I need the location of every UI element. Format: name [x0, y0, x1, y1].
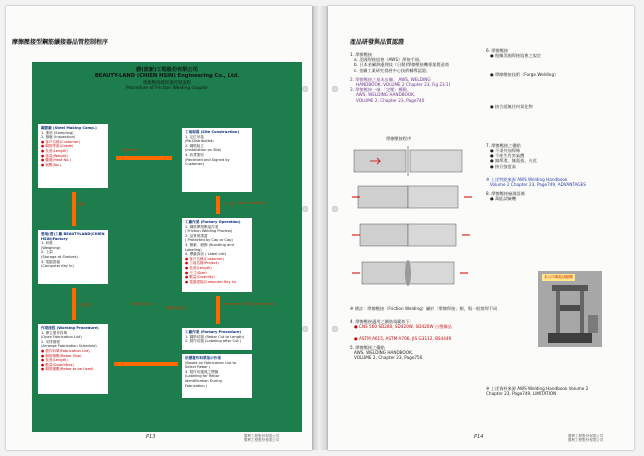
- box-line: 2. 鋼筋組立: [185, 143, 204, 148]
- footer-right: [568, 434, 603, 443]
- box-title: 工廠作業 (Factory Procedure): [185, 330, 242, 334]
- text-line: c. 金屬工業研究發展中心技術輔導認證。: [354, 67, 431, 73]
- pipe-stage-4: [352, 260, 468, 286]
- box-line: ● 客戶名稱(Customer): [41, 139, 80, 144]
- box-line: ● 鋼筋號數(Rebar to be Used): [41, 367, 94, 372]
- text-line: ※ 備註：摩擦壓接（Friction Welding）屬於「摩擦焊接」類，與一般熔焊不同: [350, 306, 498, 311]
- box-line: (Storage at Shelves): [41, 254, 78, 259]
- box-site: [182, 128, 252, 192]
- text-line: 6. 摩擦壓接: [486, 48, 509, 53]
- text-line: ● 無焊渣、無電弧、火花: [490, 158, 537, 164]
- box-line: (Open Fabrication List): [41, 335, 82, 340]
- right-col1b: [350, 306, 498, 361]
- box-line: ● 重量(Weight): [41, 153, 68, 158]
- box-title: 鋼筋廠 (Steel Making Comp.): [41, 126, 97, 130]
- photo-label: 本公司萬能試驗機: [544, 275, 573, 279]
- page-left: [6, 6, 312, 450]
- right-col1: [350, 52, 478, 103]
- box-line: 3. 捆紮、綑綁 (Bundling and Labeling): [185, 242, 234, 252]
- box-title: 依標簽作料單指示作業: [185, 356, 221, 360]
- footer-left: [244, 434, 279, 443]
- box-line: Select Rebar ): [185, 365, 211, 370]
- company-cn: 勝(波新)工程股份有限公司: [136, 67, 198, 73]
- box-line: Fabrication ): [185, 383, 208, 388]
- text-line: AWS, WELDING HANDBOOK,: [354, 350, 414, 356]
- page-right: [328, 6, 634, 450]
- box-line: (Re-Distributed): [185, 139, 214, 144]
- text-line: 8. 摩擦壓接檢測設備: [486, 191, 525, 197]
- box-line: (Received and Signed by Customer): [185, 157, 230, 167]
- text-line: 2. 摩擦壓接之基本步驟。 AWS, WELDING: [350, 76, 431, 82]
- box-title: 碧地(碧)工廠 BEAUTYLAND(CHIEN HSIN)Factory: [41, 232, 105, 241]
- box-line: (Based on Fabrication List to: [185, 360, 237, 365]
- box-line: (Installation on Site): [185, 148, 222, 153]
- box-line: 2. 製作切割 (Labeling after Cut ): [185, 339, 242, 344]
- arrow-label: 工地材料: [78, 303, 92, 307]
- text-line: b. 日本金屬熱處理技（日動)摩擦壓接機專業製造商: [354, 62, 449, 68]
- book-spine: [312, 6, 328, 450]
- box-title: 工地現場 (Site Construction): [185, 130, 240, 134]
- arrow-right-bottom: [114, 362, 178, 366]
- box-line: ● 號數(No.): [41, 162, 62, 167]
- testing-machine-photo: [538, 271, 602, 347]
- text-line: Chapter 23, Page749, LIMITATION: [486, 391, 557, 397]
- binder-holes-left: [300, 6, 310, 450]
- box-line: (Arrange Fabrication Schedule): [41, 344, 97, 349]
- box-line: ● 數量(Quantities): [41, 362, 74, 367]
- pipe-stage-1: [354, 146, 462, 176]
- text-line: ● 不產生有害氣體: [490, 153, 525, 159]
- friction-welding-diagram: [350, 144, 478, 294]
- text-line: Volume 2 Chapter 23, Page749, ADVANTAGES: [490, 182, 586, 188]
- page-number-left: P13: [146, 434, 156, 440]
- box-line: ● 客戶名稱(Customer): [185, 256, 224, 261]
- box-steel-comp: [38, 124, 108, 188]
- box-line: ● 尺寸(Size): [185, 270, 207, 275]
- box-working-procedure: [38, 324, 108, 394]
- arrow-label: Dept. & Delivery: [238, 201, 267, 205]
- footer-line: 勝利工程股份有限公司: [568, 438, 603, 443]
- arrow-down-left-2: [72, 288, 76, 320]
- text-line: 7. 摩擦壓接之優點: [486, 142, 521, 148]
- text-line: ● 萬能試驗機: [490, 196, 516, 202]
- box-fabrication-list: [182, 354, 252, 398]
- text-line: ● CNS 560 SD280, SD420W, SD420W 台塑鋼品: [354, 324, 452, 330]
- text-line: ● 接合強度高: [490, 163, 516, 169]
- box-line: ( Protected by Cap or Cap): [185, 238, 233, 243]
- box-line: 1. 定位吊裝: [185, 134, 204, 139]
- box-line: 2. 檢驗 (Inspection): [41, 135, 76, 140]
- arrow-right-top: [116, 156, 172, 160]
- box-line: ( Friction Welding Process): [185, 229, 233, 234]
- text-line: ● 摩擦壓接技術（Forge Welding）: [490, 72, 559, 78]
- text-line: ● 根據美國焊接協會之規定: [490, 53, 542, 59]
- text-line: a. 美國焊接協會（AWS）焊接手冊。: [354, 57, 424, 63]
- box-line: 2. 上架: [41, 250, 53, 255]
- box-line: ● 長度(Length): [41, 358, 68, 363]
- footer-line: 勝利工程股份有限公司: [244, 438, 279, 443]
- box-line: 4. 標籤資訊 ( Label List): [185, 252, 227, 257]
- binder-holes-right: [330, 6, 340, 450]
- box-line: (Weighing): [41, 245, 61, 250]
- machine-icon: [538, 271, 602, 347]
- flow-title-en: Procedure of Friction Welding coupler: [126, 86, 208, 91]
- arrow-label: Shipment: [122, 148, 139, 152]
- right-col2-bottom: [486, 386, 626, 396]
- text-line: ※ 上述資料來源 AWS Welding Handbook Volume 2: [486, 386, 589, 391]
- arrow-up-right-2: [216, 296, 220, 324]
- arrow-label: 機器安裝設定: [166, 306, 187, 310]
- text-line: ● 接合面無任何氧化物: [490, 103, 533, 109]
- footer-line: 勝利工程股份有限公司: [568, 434, 603, 438]
- box-line: ● 數量(Quantity): [185, 275, 215, 280]
- box-line: 2. 品質保護蓋: [185, 233, 208, 238]
- text-line: AWS, WELDING HANDBOOK,: [356, 92, 416, 98]
- box-factory: [38, 230, 108, 284]
- box-line: 3. 收貨簽收: [185, 152, 204, 157]
- text-line: ※ 上述特點來源 AWS Welding Handbook: [486, 176, 568, 182]
- arrow-label: Parameter Setting of Machine: [224, 302, 275, 306]
- section-title-left: 摩擦壓接型鋼筋續接器品管控制程序: [12, 39, 109, 46]
- box-line: ● 爐號(Heat No.): [41, 158, 71, 163]
- page-number-right: P14: [474, 434, 484, 440]
- box-line: (Labeling for Rebar: [185, 374, 220, 379]
- arrow-down-left-1: [72, 192, 76, 226]
- text-line: 1. 摩擦壓接: [350, 52, 373, 57]
- box-factory-operation: [182, 218, 252, 292]
- box-title: 作業流程 (Working Procedure): [41, 326, 99, 330]
- text-line: 3. 摩擦壓接一端 「定壓」轉動。: [350, 87, 412, 93]
- text-line: ● 不須外加焊條: [490, 148, 521, 154]
- box-line: 1. 秤重: [41, 241, 53, 246]
- footer-line: 勝利工程股份有限公司: [244, 434, 279, 438]
- box-line: ● 長度(Length): [185, 265, 212, 270]
- company-en: BEAUTY-LAND (CHIEN HSIN) Engineering Co., Ltd.: [94, 73, 240, 79]
- flowchart-panel: [32, 62, 302, 432]
- box-line: 1. 進料 (Sampling): [41, 130, 74, 135]
- box-line: 3. 電腦建檔: [41, 259, 60, 264]
- text-line: 4. 摩擦壓接適用之鋼筋規範如下：: [350, 319, 414, 325]
- pipe-stage-3: [352, 224, 470, 246]
- box-line: ● 電腦建檔(Computer Key In): [185, 279, 237, 284]
- section-title-right: 產品研發與品質認證: [350, 39, 405, 46]
- box-line: ● 鋼筋號數(Rebar Size): [41, 353, 82, 358]
- box-line: 1. 開立製作料單: [41, 330, 68, 335]
- box-line: ● 製作料單(Fabrication List): [41, 348, 90, 353]
- text-line: VOLUME 2, Chapter 23, Page750: [354, 355, 423, 361]
- box-line: ● 工地名稱(Project): [185, 261, 219, 266]
- box-line: Identification During: [185, 378, 222, 383]
- pipe-stage-2: [352, 186, 472, 208]
- text-line: 5. 摩擦壓接之優點: [350, 344, 385, 350]
- box-line: (Computer Key In): [41, 264, 74, 269]
- flow-title-cn: 摩擦壓接續接器控制流程: [142, 81, 192, 86]
- right-col2: [486, 48, 626, 202]
- box-line: 1. 鋼筋切割 (Rebar Cut to Length): [185, 334, 245, 339]
- box-line: 2. 安排期程: [41, 339, 60, 344]
- text-line: HANDBOOK, VOLUME 2 Chapter 23, Fig 23.1): [356, 82, 451, 88]
- box-line: ● 長度(Length): [41, 148, 68, 153]
- arrow-label: Material List: [132, 302, 153, 306]
- box-line: 1. 鋼筋摩擦壓接作業: [185, 224, 219, 229]
- box-line: ● 鋼筋等級(Grade): [41, 144, 74, 149]
- arrow-label: 捆紮: [78, 202, 85, 206]
- arrow-label: 3. 出料: [224, 202, 236, 206]
- box-factory-procedure: [182, 328, 252, 350]
- box-title: 工廠作業 (Factory Operation): [185, 220, 241, 224]
- diagram-label: 摩擦壓接程序: [386, 136, 412, 141]
- text-line: VOLUME 2, Chapter 23, Page740: [356, 97, 425, 103]
- arrow-up-right-1: [216, 196, 220, 214]
- text-line: ● ASTM A615, ASTM A706, JIS G3112, BS4449: [354, 335, 452, 341]
- box-line: 3. 製作切割後之標籤: [185, 369, 219, 374]
